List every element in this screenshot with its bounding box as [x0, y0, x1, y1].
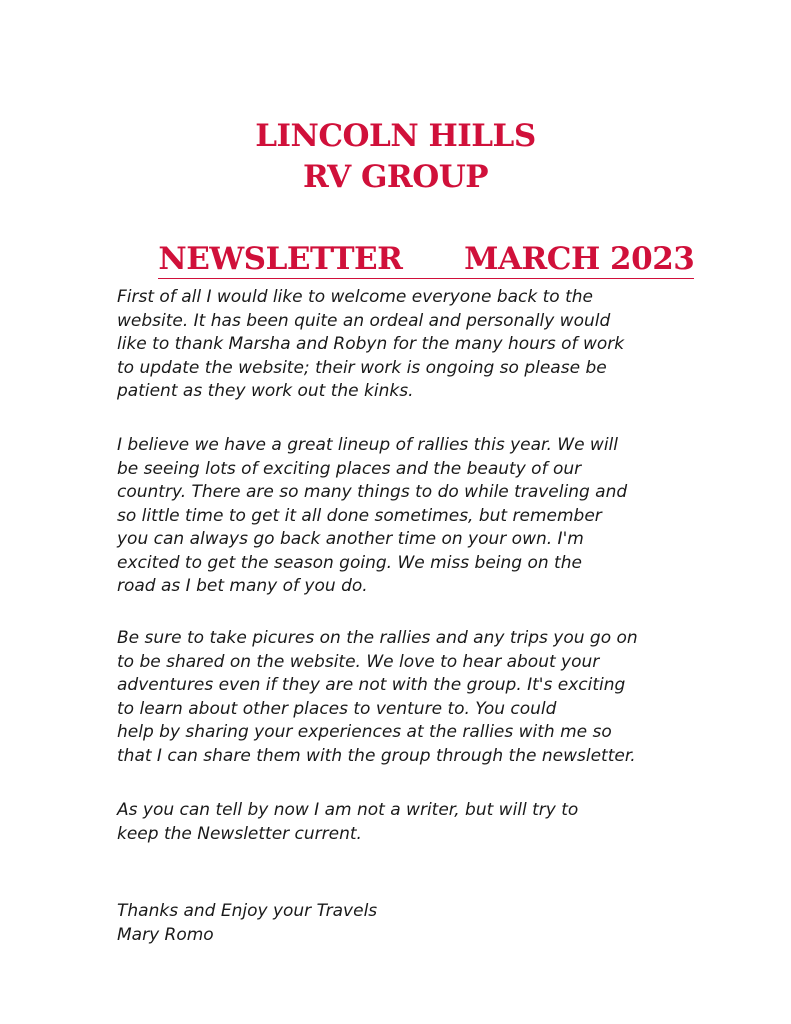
- signoff-name: Mary Romo: [117, 924, 214, 945]
- body-paragraph-welcome: First of all I would like to welcome everyone back to the website. It has been quite an ordeal and personally would like to thank Marsha and Robyn for the many hours of work to update the website; their work is ongoing so please be patient as they work out the kinks.: [117, 287, 625, 401]
- signoff-closing: Thanks and Enjoy your Travels: [117, 901, 378, 921]
- masthead-title-line-3: NEWSLETTER MARCH 2023: [158, 241, 695, 277]
- body-paragraph-pictures: Be sure to take picures on the rallies and any trips you go on to be shared on the website. We love to hear about your adventures even if they are not with the group. It's exciting to learn about other places to venture to. You could help by sharing your experiences at the rallies with me so that I can share them with the group through the newsletter.: [117, 628, 638, 766]
- masthead-title-line-1: LINCOLN HILLS: [255, 118, 536, 154]
- signoff: [117, 900, 677, 947]
- body-paragraph-rallies: I believe we have a great lineup of rallies this year. We will be seeing lots of exciting places and the beauty of our country. There are so many things to do while traveling and so little time to get it all done sometimes, but remember you can always go back another time on your own. I'm excited to get the season going. We miss being on the road as I bet many of you do.: [117, 435, 628, 596]
- body-paragraph-writer: As you can tell by now I am not a writer, but will try to keep the Newsletter current.: [117, 800, 579, 844]
- masthead-title-line-2: RV GROUP: [302, 159, 489, 195]
